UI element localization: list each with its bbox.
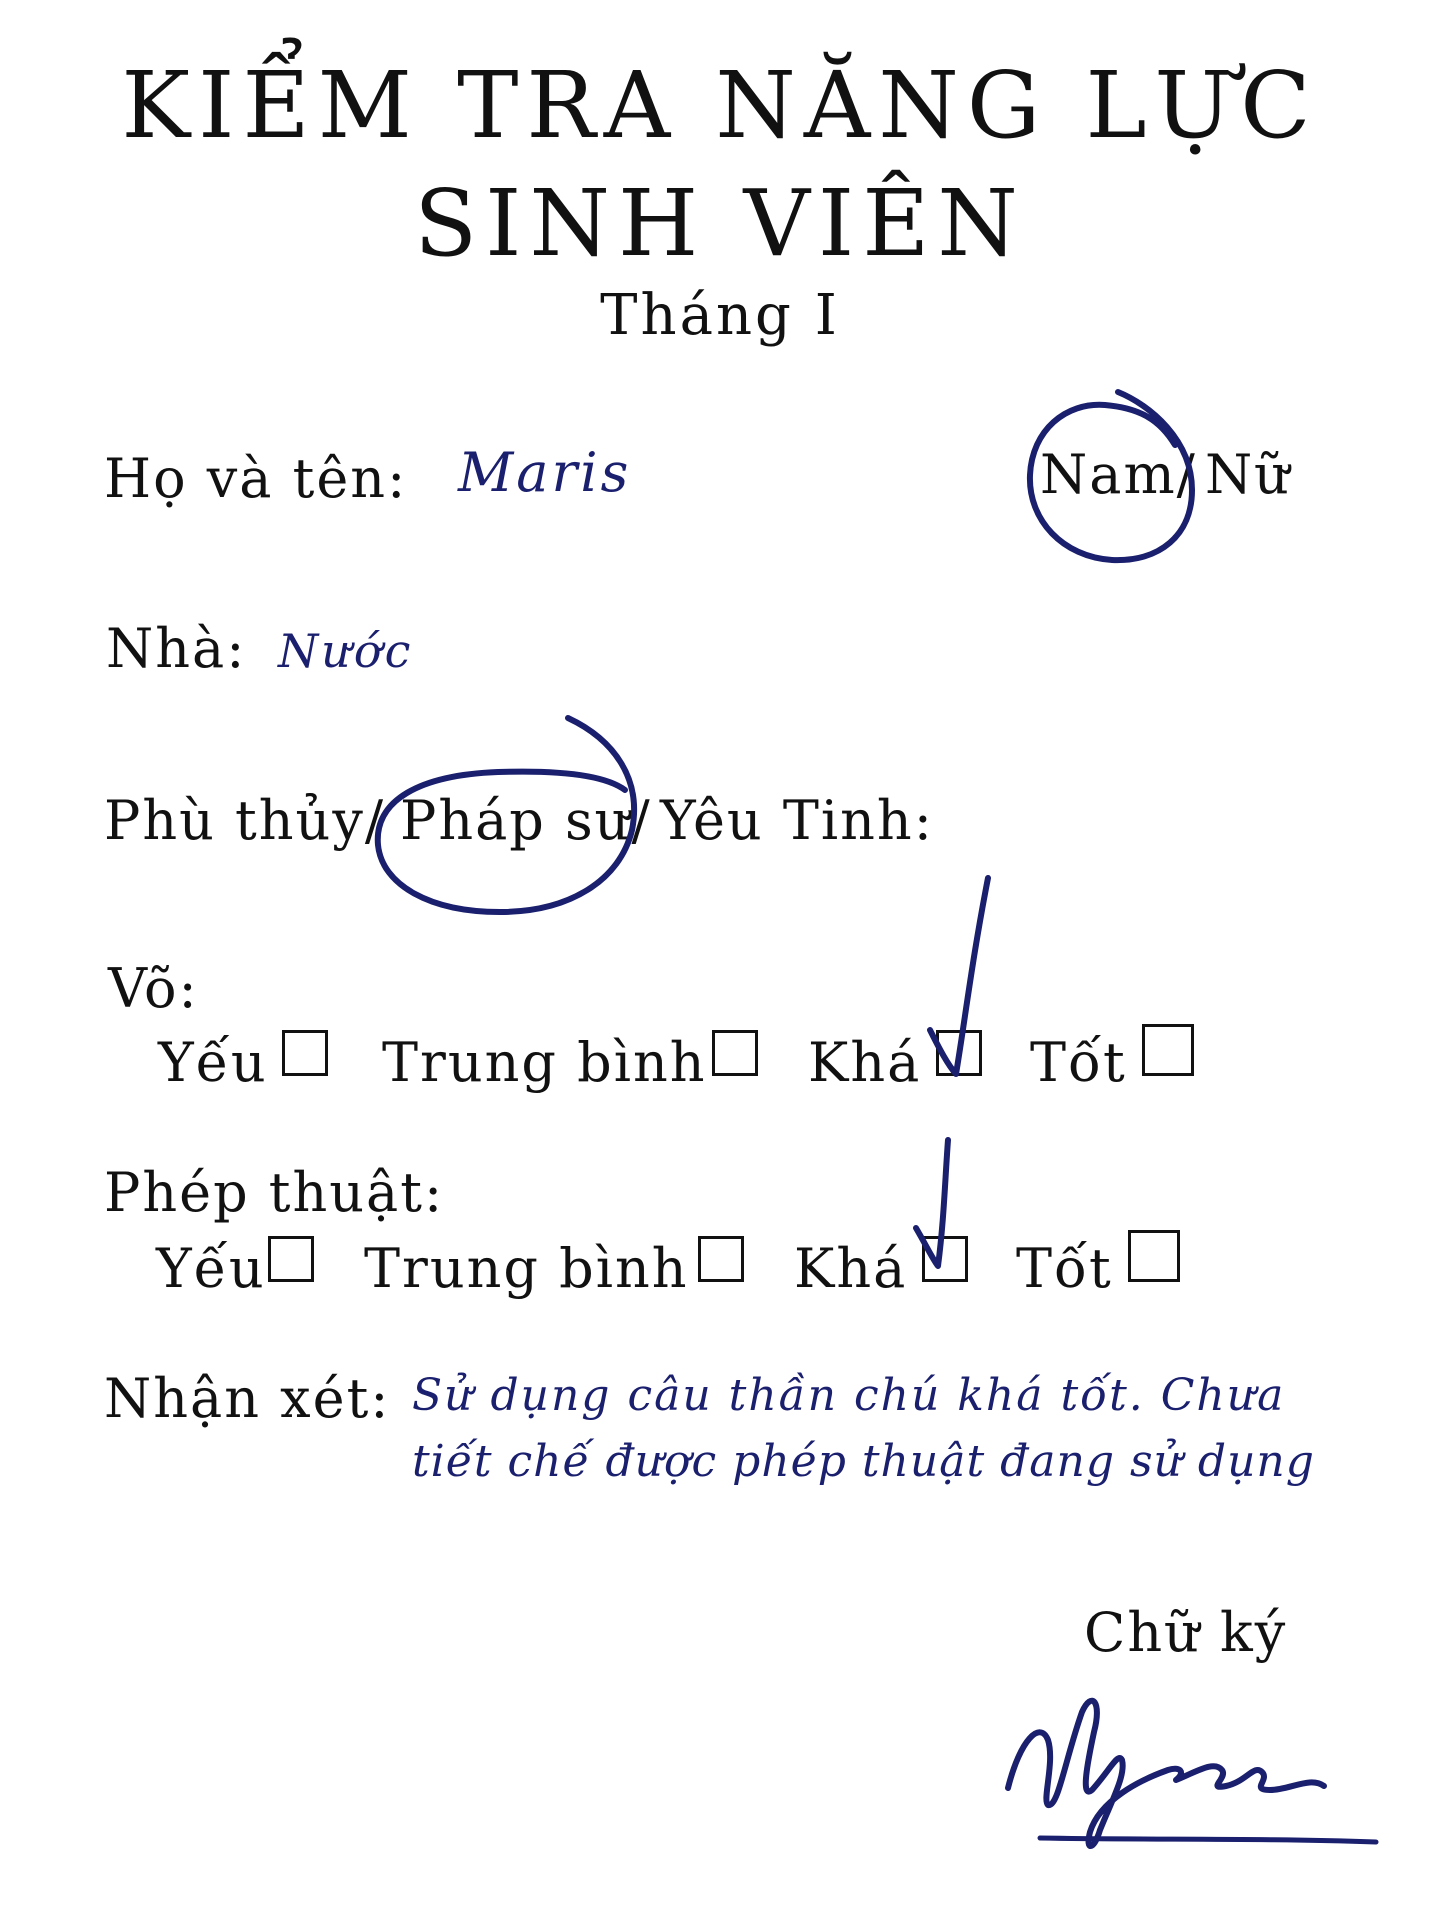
form-title-line-1: KIỂM TRA NĂNG LỰC <box>121 52 1319 159</box>
martial-checkbox-average[interactable] <box>712 1030 758 1076</box>
magic-option-good: Khá <box>794 1237 908 1300</box>
gender-option-male: Nam/ <box>1040 443 1197 506</box>
signature-label: Chữ ký <box>1084 1601 1288 1664</box>
signature-underline <box>1040 1838 1376 1842</box>
martial-checkbox-weak[interactable] <box>282 1030 328 1076</box>
martial-option-average: Trung bình <box>382 1031 707 1094</box>
martial-option-excellent: Tốt <box>1030 1031 1127 1094</box>
comment-label: Nhận xét: <box>104 1367 391 1430</box>
class-option-mage: Pháp sư/ <box>400 789 652 852</box>
gender-option-female: Nữ <box>1205 443 1292 506</box>
magic-checkbox-good[interactable] <box>922 1236 968 1282</box>
martial-option-weak: Yếu <box>158 1031 268 1094</box>
martial-checkbox-good[interactable] <box>936 1030 982 1076</box>
class-option-goblin: Yêu Tinh: <box>660 789 934 852</box>
class-option-witch: Phù thủy/ <box>104 789 386 852</box>
house-value: Nước <box>278 624 414 678</box>
martial-checkbox-excellent[interactable] <box>1142 1024 1194 1076</box>
magic-label: Phép thuật: <box>104 1161 445 1224</box>
name-label: Họ và tên: <box>104 447 408 510</box>
martial-label: Võ: <box>108 957 199 1020</box>
form-title-line-2: SINH VIÊN <box>414 170 1026 277</box>
magic-option-weak: Yếu <box>156 1237 266 1300</box>
signature-mark <box>1008 1701 1324 1846</box>
magic-checkbox-average[interactable] <box>698 1236 744 1282</box>
magic-option-excellent: Tốt <box>1016 1237 1113 1300</box>
house-label: Nhà: <box>106 617 247 680</box>
comment-line-2: tiết chế được phép thuật đang sử dụng <box>412 1436 1315 1487</box>
comment-line-1: Sử dụng câu thần chú khá tốt. Chưa <box>412 1370 1286 1421</box>
magic-checkbox-excellent[interactable] <box>1128 1230 1180 1282</box>
magic-option-average: Trung bình <box>364 1237 689 1300</box>
martial-option-good: Khá <box>808 1031 922 1094</box>
name-value: Maris <box>458 441 632 504</box>
form-subtitle: Tháng I <box>600 283 840 348</box>
magic-checkbox-weak[interactable] <box>268 1236 314 1282</box>
